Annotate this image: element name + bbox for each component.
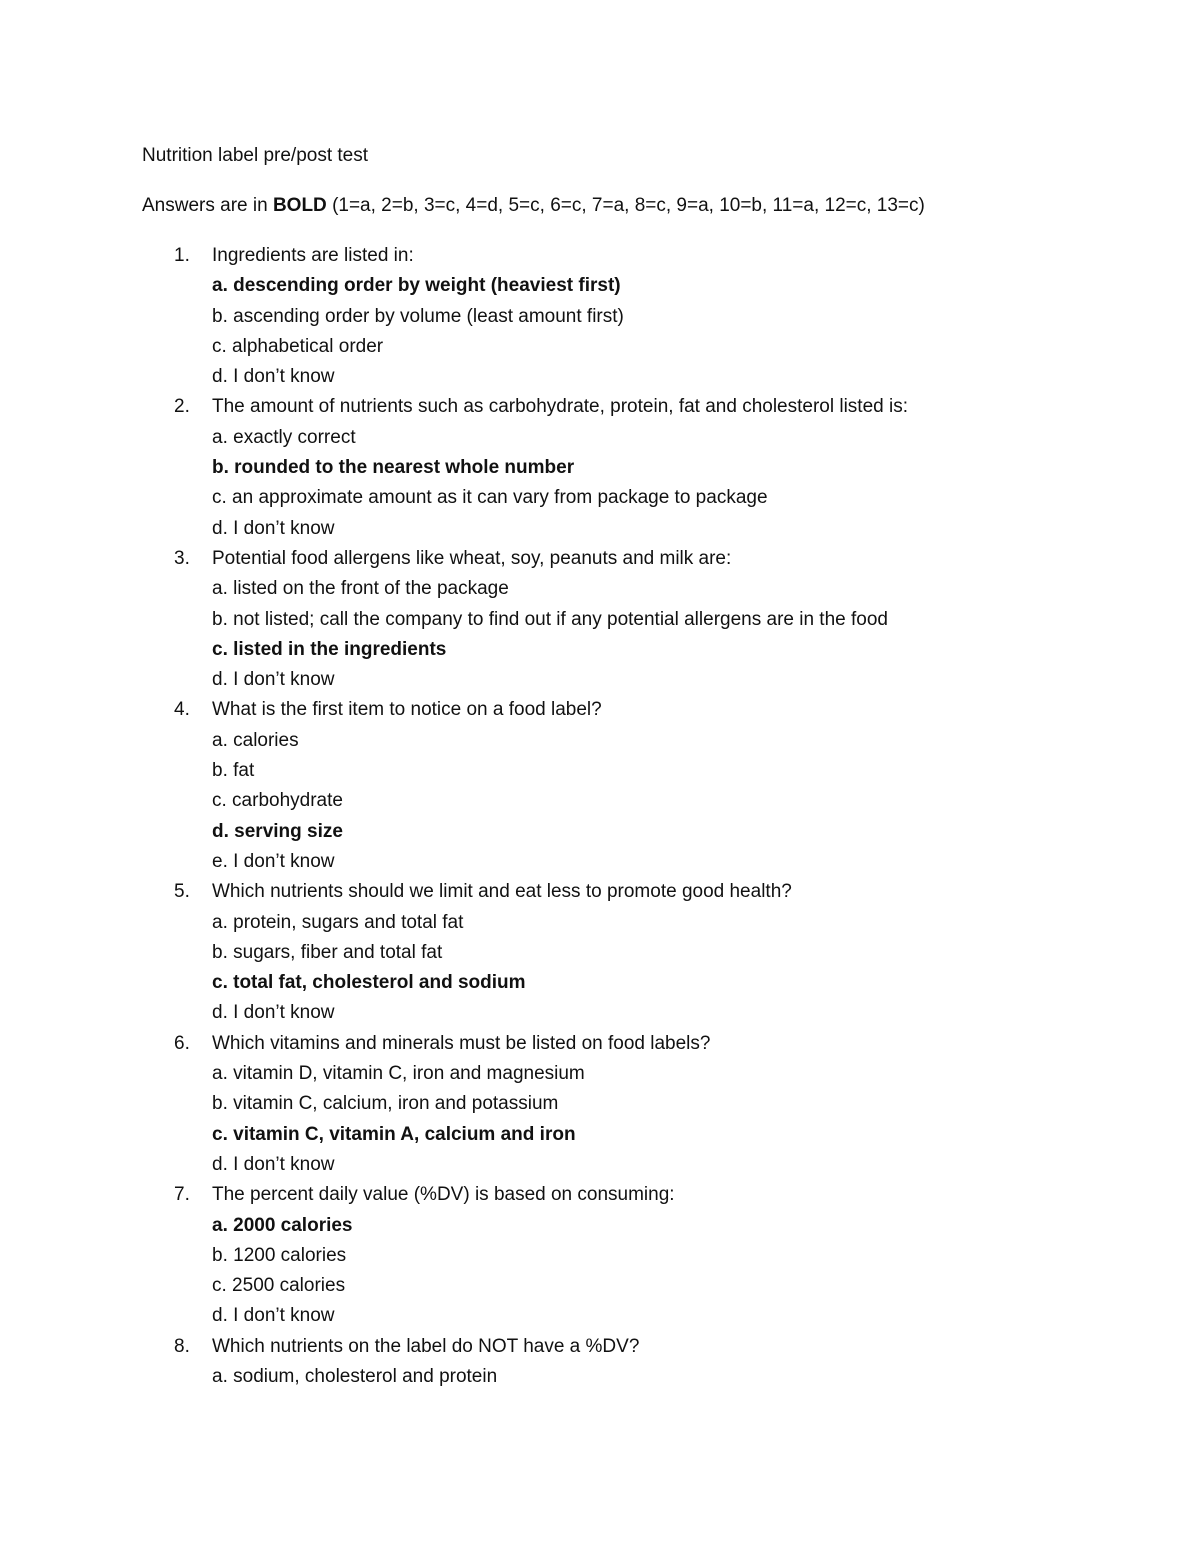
question-text: Which nutrients should we limit and eat less to promote good health? <box>212 881 792 903</box>
answer-option-row <box>0 517 1200 547</box>
answer-option: a. exactly correct <box>212 426 356 448</box>
answer-option-row <box>0 820 1200 850</box>
answer-option: b. not listed; call the company to find out if any potential allergens are in the food <box>212 608 888 630</box>
question-item <box>0 1183 1200 1213</box>
question-number: 8. <box>174 1335 190 1357</box>
answer-option-row <box>0 1214 1200 1244</box>
answer-option-row <box>0 1274 1200 1304</box>
answer-option: b. vitamin C, calcium, iron and potassium <box>212 1093 559 1115</box>
answer-option: e. I don’t know <box>212 850 335 872</box>
answer-option-row <box>0 971 1200 1001</box>
answer-option-row <box>0 1244 1200 1274</box>
document-title: Nutrition label pre/post test <box>142 145 369 166</box>
answer-option-row <box>0 789 1200 819</box>
answer-option: b. ascending order by volume (least amount first) <box>212 305 624 327</box>
answer-option-row <box>0 941 1200 971</box>
answers-bold-word: BOLD <box>272 195 327 216</box>
answer-option-row <box>0 1123 1200 1153</box>
question-number: 2. <box>174 396 190 418</box>
answer-option-row <box>0 1304 1200 1334</box>
answer-option: a. calories <box>212 729 299 751</box>
question-text: The amount of nutrients such as carbohydrate, protein, fat and cholesterol listed is: <box>212 396 908 418</box>
question-number: 1. <box>174 245 190 266</box>
answer-option-row <box>0 577 1200 607</box>
answer-option: b. sugars, fiber and total fat <box>212 941 443 963</box>
question-text: Potential food allergens like wheat, soy, peanuts and milk are: <box>212 547 732 569</box>
question-number: 5. <box>174 881 190 903</box>
answer-option-row <box>0 1062 1200 1092</box>
question-item <box>0 1335 1200 1365</box>
answer-option: d. I don’t know <box>212 517 335 539</box>
question-list <box>0 244 1200 1395</box>
answer-option: d. I don’t know <box>212 1305 335 1327</box>
answer-option: d. I don’t know <box>212 1153 335 1175</box>
answer-option-row <box>0 1092 1200 1122</box>
answer-option: b. 1200 calories <box>212 1244 347 1266</box>
answer-option: a. sodium, cholesterol and protein <box>212 1365 498 1387</box>
answer-option: d. I don’t know <box>212 1002 335 1024</box>
answer-option-row <box>0 365 1200 395</box>
answer-option: c. alphabetical order <box>212 335 384 357</box>
correct-answer-option: c. total fat, cholesterol and sodium <box>212 972 526 994</box>
question-item <box>0 880 1200 910</box>
answer-option-row <box>0 305 1200 335</box>
question-item <box>0 698 1200 728</box>
answer-option: a. vitamin D, vitamin C, iron and magnesium <box>212 1063 585 1085</box>
question-number: 7. <box>174 1184 190 1206</box>
answer-option: d. I don’t know <box>212 366 335 388</box>
correct-answer-option: b. rounded to the nearest whole number <box>212 457 575 479</box>
question-text: Which nutrients on the label do NOT have a %DV? <box>212 1335 640 1357</box>
answer-option-row <box>0 426 1200 456</box>
answers-key: (1=a, 2=b, 3=c, 4=d, 5=c, 6=c, 7=a, 8=c, 9=a, 10=b, 11=a, 12=c, 13=c) <box>332 195 925 216</box>
question-text: What is the first item to notice on a food label? <box>212 699 602 721</box>
answer-option-row <box>0 729 1200 759</box>
question-text: Which vitamins and minerals must be listed on food labels? <box>212 1032 711 1054</box>
question-item <box>0 395 1200 425</box>
answer-option: c. carbohydrate <box>212 790 343 812</box>
answer-option-row <box>0 335 1200 365</box>
answer-option: d. I don’t know <box>212 669 335 691</box>
answer-option-row <box>0 1001 1200 1031</box>
answer-option-row <box>0 850 1200 880</box>
question-number: 6. <box>174 1032 190 1054</box>
answer-option-row <box>0 486 1200 516</box>
question-item <box>0 547 1200 577</box>
correct-answer-option: c. listed in the ingredients <box>212 638 447 660</box>
answer-option: c. an approximate amount as it can vary from package to package <box>212 487 768 509</box>
answer-option: c. 2500 calories <box>212 1275 346 1297</box>
correct-answer-option: a. 2000 calories <box>212 1214 353 1236</box>
question-text: The percent daily value (%DV) is based on consuming: <box>212 1184 675 1206</box>
answers-intro: Answers are in <box>142 195 268 216</box>
answer-option: a. listed on the front of the package <box>212 578 509 600</box>
answer-option-row <box>0 668 1200 698</box>
answer-option-row <box>0 911 1200 941</box>
question-item <box>0 244 1200 274</box>
answer-option-row <box>0 274 1200 304</box>
correct-answer-option: a. descending order by weight (heaviest first) <box>212 275 621 297</box>
question-item <box>0 1032 1200 1062</box>
answer-option: a. protein, sugars and total fat <box>212 911 464 933</box>
answer-option-row <box>0 638 1200 668</box>
answer-option-row <box>0 759 1200 789</box>
correct-answer-option: d. serving size <box>212 820 343 842</box>
question-text: Ingredients are listed in: <box>212 245 414 266</box>
question-number: 4. <box>174 699 190 721</box>
question-number: 3. <box>174 547 190 569</box>
answer-option: b. fat <box>212 760 255 782</box>
answer-option-row <box>0 1153 1200 1183</box>
answer-option-row <box>0 456 1200 486</box>
answer-option-row <box>0 1365 1200 1395</box>
answers-key-line <box>142 194 925 218</box>
correct-answer-option: c. vitamin C, vitamin A, calcium and iron <box>212 1123 576 1145</box>
answer-option-row <box>0 608 1200 638</box>
